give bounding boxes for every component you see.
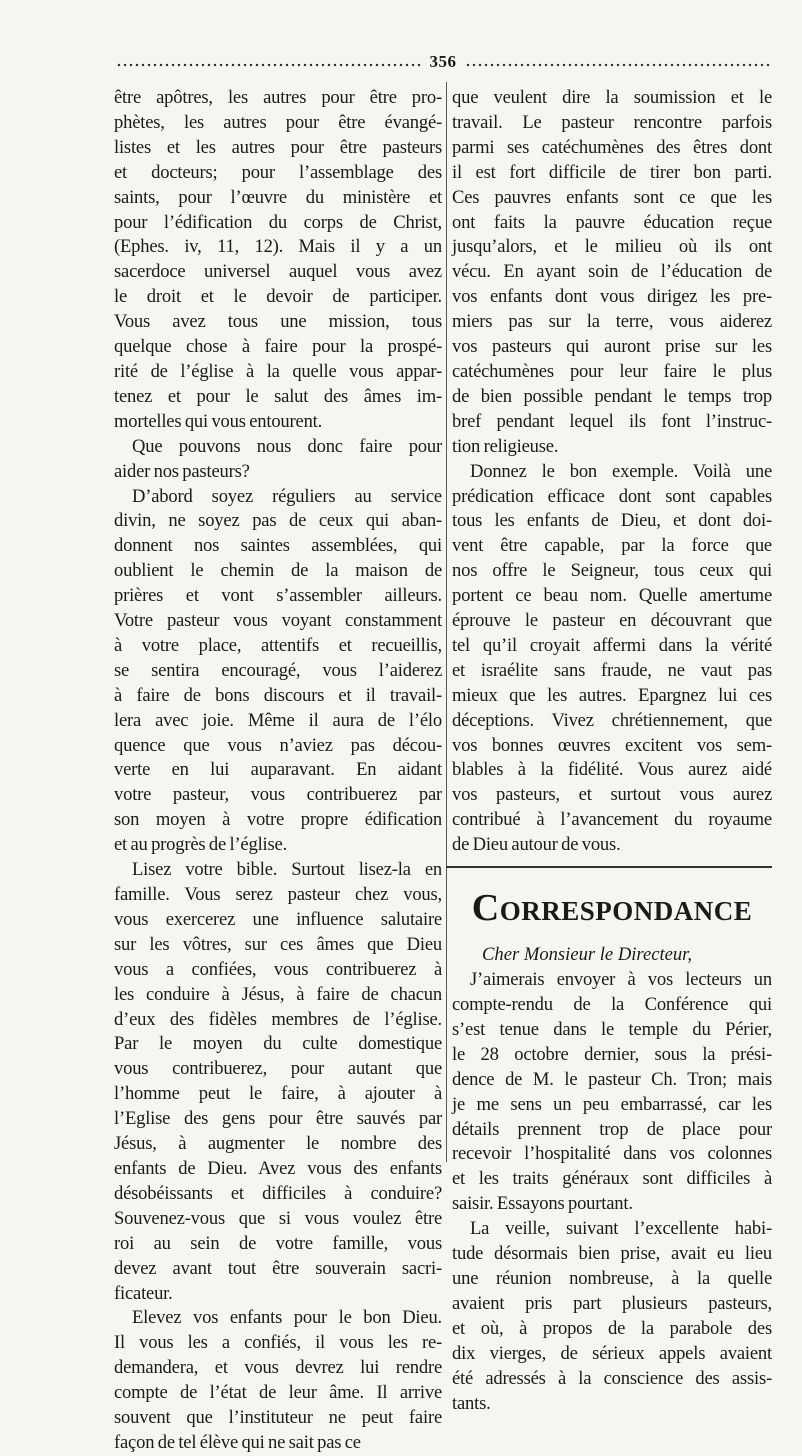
article-continuation	[452, 86, 772, 858]
text-line: La veille, suivant l’excellente habi-	[470, 1218, 772, 1240]
text-line: souvent que l’instituteur ne peut faire	[114, 1407, 442, 1429]
text-line: tous les enfants de Dieu, et dont doi-	[452, 510, 772, 532]
text-line: jusqu’alors, et le milieu où ils ont	[452, 236, 772, 258]
text-line: Souvenez-vous que si vous voulez être	[114, 1207, 442, 1229]
paragraph	[114, 86, 442, 435]
text-line: prédication efficace dont sont capables	[452, 485, 772, 507]
text-line: J’aimerais envoyer à vos lecteurs un	[470, 969, 772, 991]
section-title: Correspondance	[471, 887, 753, 930]
text-line: sur les vôtres, sur ces âmes que Dieu	[114, 933, 442, 955]
text-line: roi au sein de votre famille, vous	[114, 1232, 442, 1254]
text-line: miers pas sur la terre, vous aiderez	[452, 311, 772, 333]
text-line: pour l’édification du corps de Christ,	[114, 211, 442, 233]
text-line: quelque chose à faire pour la prospé-	[114, 336, 442, 358]
text-line: le 28 octobre dernier, sous la prési-	[452, 1043, 772, 1065]
text-line: Que pouvons nous donc faire pour	[132, 435, 442, 457]
text-line: son moyen à votre propre édification	[114, 809, 442, 831]
text-line: votre pasteur, vous contribuerez par	[114, 784, 442, 806]
text-line: tenez et pour le salut des âmes im-	[114, 385, 442, 407]
text-line: vos enfants dont vous dirigez les pre-	[452, 286, 772, 308]
text-line: se sentira encouragé, vous l’aiderez	[114, 659, 442, 681]
text-line: Donnez le bon exemple. Voilà une	[470, 460, 772, 482]
left-column	[114, 86, 442, 1456]
text-line: et au progrès de l’église.	[114, 834, 288, 856]
text-line: l’homme peut le faire, à ajouter à	[114, 1083, 442, 1105]
text-line: éprouve le pasteur en découvrant que	[452, 610, 772, 632]
text-line: (Ephes. iv, 11, 12). Mais il y a un	[114, 236, 442, 258]
text-line: de bien possible pendant le temps trop	[452, 385, 772, 407]
page-number: 356	[429, 52, 457, 71]
text-line: quence que vous n’aviez pas décou-	[114, 734, 442, 756]
paragraph	[452, 86, 772, 460]
text-line: verte en lui auparavant. En aidant	[114, 759, 442, 781]
text-line: divin, ne soyez pas de ceux qui aban-	[114, 510, 442, 532]
text-line: famille. Vous serez pasteur chez vous,	[114, 884, 442, 905]
text-line: vos pasteurs qui auront prise sur les	[452, 336, 772, 358]
text-line: je me sens un peu embarrassé, car les	[452, 1093, 772, 1115]
text-line: vécu. En ayant soin de l’éducation de	[452, 261, 772, 283]
text-line: recevoir l’hospitalité dans vos colonnes	[452, 1143, 772, 1165]
text-line: saisir. Essayons pourtant.	[452, 1193, 633, 1215]
text-line: travail. Le pasteur rencontre parfois	[452, 111, 772, 133]
text-line: aider nos pasteurs?	[114, 460, 250, 482]
text-line: le droit et le devoir de participer.	[114, 286, 442, 308]
text-line: contribué à l’avancement du royaume	[452, 809, 772, 831]
text-line: rité de l’église à la quelle vous appar-	[114, 360, 442, 382]
text-line: d’eux des fidèles membres de l’église.	[114, 1008, 442, 1030]
paragraph	[114, 435, 442, 485]
ornament-rule-right	[465, 63, 770, 67]
text-line: être apôtres, les autres pour être pro-	[114, 87, 442, 108]
text-line: Par le moyen du culte domestique	[114, 1033, 442, 1055]
section-separator	[446, 866, 772, 868]
text-line: tel qu’il croyait affermi dans la vérité	[452, 634, 772, 656]
paragraph	[114, 485, 442, 859]
text-line: blables à la fidélité. Vous aurez aidé	[452, 759, 772, 781]
text-line: parmi ses catéchumènes des êtres dont	[452, 136, 772, 158]
text-line: compte-rendu de la Conférence qui	[452, 994, 772, 1015]
text-line: et docteurs; pour l’assemblage des	[114, 161, 442, 183]
text-line: catéchumènes pour leur faire le plus	[452, 360, 772, 382]
text-line: à votre place, attentifs et recueillis,	[114, 634, 442, 656]
text-line: une réunion nombreuse, à la quelle	[452, 1267, 772, 1289]
column-divider	[446, 82, 447, 1162]
text-line: vous contribuerez, pour autant que	[114, 1058, 442, 1080]
text-line: les conduire à Jésus, à faire de chacun	[114, 983, 442, 1005]
text-line: Lisez votre bible. Surtout lisez-la en	[132, 859, 442, 881]
text-line: Jésus, à augmenter le nombre des	[114, 1133, 442, 1155]
text-line: Il vous les a confiés, il vous les re-	[114, 1332, 442, 1354]
text-line: devez avant tout être souverain sacri-	[114, 1257, 442, 1279]
text-line: il est fort difficile de tirer bon parti.	[452, 161, 772, 183]
text-line: que veulent dire la soumission et le	[452, 87, 772, 108]
text-line: l’Eglise des gens pour être sauvés par	[114, 1108, 442, 1130]
text-line: ficateur.	[114, 1282, 173, 1304]
text-line: prières et vont s’assembler ailleurs.	[114, 585, 442, 607]
text-line: tants.	[452, 1392, 491, 1414]
text-line: à faire de bons discours et il travail-	[114, 684, 442, 706]
text-line: compte de l’état de leur âme. Il arrive	[114, 1382, 442, 1404]
text-line: vous a confiées, vous contribuerez à	[114, 958, 442, 980]
paragraph	[452, 1217, 772, 1416]
text-line: façon de tel élève qui ne sait pas ce	[114, 1431, 361, 1453]
text-line: listes et les autres pour être pasteurs	[114, 136, 442, 158]
text-line: nos offre le Seigneur, tous ceux qui	[452, 560, 772, 582]
text-line: portent ce beau nom. Quelle amertume	[452, 585, 772, 607]
text-line: D’abord soyez réguliers au service	[132, 485, 442, 507]
right-column	[452, 86, 772, 1416]
text-line: dix vierges, de sérieux appels avaient	[452, 1342, 772, 1364]
text-line: et les traits généraux sont difficiles à	[452, 1168, 772, 1190]
letter-greeting: Cher Monsieur le Directeur,	[482, 944, 693, 966]
text-line: Elevez vos enfants pour le bon Dieu.	[132, 1307, 442, 1329]
text-line: sacerdoce universel auquel vous avez	[114, 261, 442, 283]
text-line: s’est tenue dans le temple du Périer,	[452, 1018, 772, 1040]
text-line: ont faits la pauvre éducation reçue	[452, 211, 772, 233]
text-line: phètes, les autres pour être évangé-	[114, 111, 442, 133]
text-line: avaient pris part plusieurs pasteurs,	[452, 1292, 772, 1314]
text-line: vos pasteurs, et surtout vous aurez	[452, 784, 772, 806]
text-line: vous exercerez une influence salutaire	[114, 908, 442, 930]
text-line: mortelles qui vous entourent.	[114, 410, 323, 432]
text-line: détails prennent trop de place pour	[452, 1118, 772, 1140]
text-line: déceptions. Vivez chrétiennement, que	[452, 709, 772, 731]
text-line: enfants de Dieu. Avez vous des enfants	[114, 1157, 442, 1179]
paragraph	[114, 1306, 442, 1455]
text-line: dence de M. le pasteur Ch. Tron; mais	[452, 1068, 772, 1090]
text-line: saints, pour l’œuvre du ministère et	[114, 186, 442, 208]
text-line: été adressés à la conscience des assis-	[452, 1367, 772, 1389]
text-line: vos bonnes œuvres excitent vos sem-	[452, 734, 772, 756]
text-line: oublient le chemin de la maison de	[114, 560, 442, 582]
page-header	[116, 52, 770, 72]
text-line: et israélite sans fraude, ne vaut pas	[452, 659, 772, 681]
text-line: Ces pauvres enfants sont ce que les	[452, 186, 772, 208]
text-line: bref pendant lequel ils font l’instruc-	[452, 410, 772, 432]
text-line: et où, à propos de la parabole des	[452, 1317, 772, 1339]
text-line: vent être capable, par la force que	[452, 535, 772, 557]
paragraph	[452, 968, 772, 1217]
letter-body	[452, 968, 772, 1416]
text-line: tion religieuse.	[452, 435, 559, 457]
text-line: de Dieu autour de vous.	[452, 834, 621, 856]
text-line: donnent nos saintes assemblées, qui	[114, 535, 442, 557]
text-line: désobéissants et difficiles à conduire?	[114, 1182, 442, 1204]
text-line: tude désormais bien prise, avait eu lieu	[452, 1243, 772, 1265]
text-line: Votre pasteur vous voyant constamment	[114, 610, 442, 632]
paragraph	[114, 858, 442, 1306]
text-line: demandera, et vous devrez lui rendre	[114, 1357, 442, 1379]
paragraph	[452, 460, 772, 859]
text-line: mieux que les autres. Epargnez lui ces	[452, 684, 772, 706]
text-line: Vous avez tous une mission, tous	[114, 311, 442, 333]
text-line: lera avec joie. Même il aura de l’élo	[114, 709, 442, 731]
